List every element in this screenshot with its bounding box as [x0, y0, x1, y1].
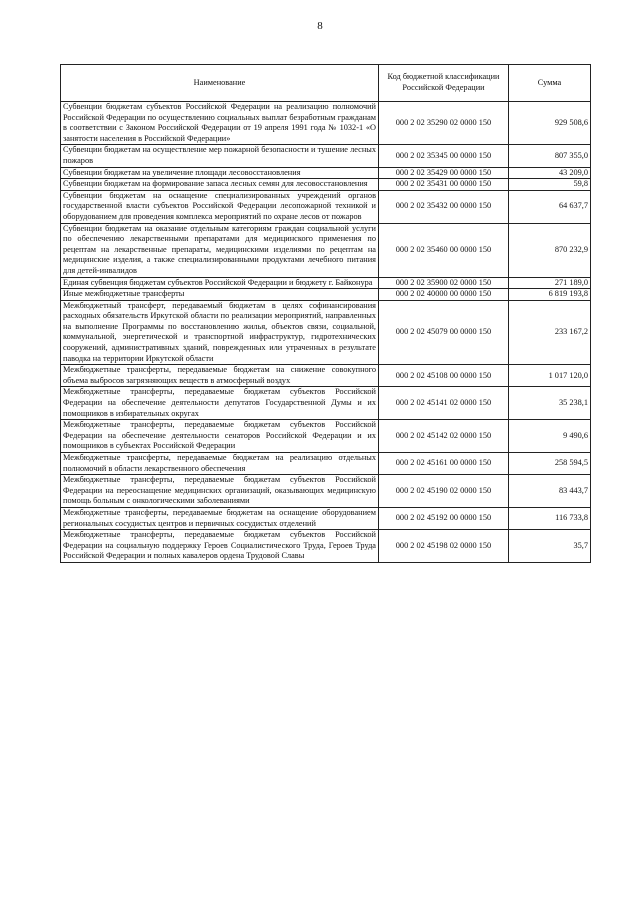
row-sum: 271 189,0 [509, 277, 591, 289]
row-code: 000 2 02 35432 00 0000 150 [379, 190, 509, 223]
row-code: 000 2 02 35900 02 0000 150 [379, 277, 509, 289]
row-code: 000 2 02 35431 00 0000 150 [379, 179, 509, 191]
table-row [61, 365, 591, 387]
budget-table [60, 64, 591, 563]
row-name: Субвенции бюджетам на осуществление мер пожарной безопасности и тушение лесных пожаров [61, 145, 379, 167]
row-sum: 929 508,6 [509, 102, 591, 145]
row-sum: 83 443,7 [509, 475, 591, 508]
row-sum: 233 167,2 [509, 300, 591, 365]
table-row [61, 475, 591, 508]
row-code: 000 2 02 45161 00 0000 150 [379, 453, 509, 475]
row-name: Межбюджетные трансферты, передаваемые бюджетам субъектов Российской Федерации на обеспечение деятельности сенаторов Российской Федерации и их помощников в субъектах Российской Федерации [61, 420, 379, 453]
row-name: Субвенции бюджетам на оказание отдельным категориям граждан социальной услуги по обеспечению лекарственными препаратами для медицинского применения по рецептам на лекарственные препараты, медицинскими изделиями по рецептам на медицинские изделия, а также специализированными продуктами лечебного питания для детей-инвалидов [61, 223, 379, 277]
table-row [61, 530, 591, 563]
row-sum: 1 017 120,0 [509, 365, 591, 387]
row-name: Межбюджетные трансферты, передаваемые бюджетам субъектов Российской Федерации на социальную поддержку Героев Социалистического Труда, Героев Труда Российской Федерации и полных кавалеров ордена Трудовой Славы [61, 530, 379, 563]
row-sum: 807 355,0 [509, 145, 591, 167]
table-row [61, 300, 591, 365]
header-sum: Сумма [509, 65, 591, 102]
table-row [61, 102, 591, 145]
row-name: Межбюджетные трансферты, передаваемые бюджетам на снижение совокупного объема выбросов загрязняющих веществ в атмосферный воздух [61, 365, 379, 387]
table-row [61, 387, 591, 420]
table-row [61, 167, 591, 179]
row-sum: 9 490,6 [509, 420, 591, 453]
header-name: Наименование [61, 65, 379, 102]
row-sum: 43 209,0 [509, 167, 591, 179]
row-code: 000 2 02 45142 02 0000 150 [379, 420, 509, 453]
table-row [61, 179, 591, 191]
table-row [61, 190, 591, 223]
row-code: 000 2 02 45079 00 0000 150 [379, 300, 509, 365]
row-sum: 258 594,5 [509, 453, 591, 475]
table-row [61, 145, 591, 167]
table-row [61, 277, 591, 289]
row-name: Субвенции бюджетам на увеличение площади лесовосстановления [61, 167, 379, 179]
table-row [61, 289, 591, 301]
row-code: 000 2 02 45190 02 0000 150 [379, 475, 509, 508]
row-sum: 116 733,8 [509, 507, 591, 529]
row-name: Межбюджетные трансферты, передаваемые бюджетам субъектов Российской Федерации на переоснащение медицинских организаций, оказывающих медицинскую помощь больным с онкологическими заболеваниями [61, 475, 379, 508]
row-code: 000 2 02 45198 02 0000 150 [379, 530, 509, 563]
table-row [61, 507, 591, 529]
row-sum: 59,8 [509, 179, 591, 191]
row-name: Единая субвенция бюджетам субъектов Российской Федерации и бюджету г. Байконура [61, 277, 379, 289]
row-name: Межбюджетные трансферты, передаваемые бюджетам субъектов Российской Федерации на обеспечение деятельности депутатов Государственной Думы и их помощников в избирательных округах [61, 387, 379, 420]
row-code: 000 2 02 45141 02 0000 150 [379, 387, 509, 420]
row-code: 000 2 02 35429 00 0000 150 [379, 167, 509, 179]
row-code: 000 2 02 35290 02 0000 150 [379, 102, 509, 145]
row-sum: 870 232,9 [509, 223, 591, 277]
row-name: Межбюджетные трансферты, передаваемые бюджетам на реализацию отдельных полномочий в области лекарственного обеспечения [61, 453, 379, 475]
row-sum: 35 238,1 [509, 387, 591, 420]
row-code: 000 2 02 35460 00 0000 150 [379, 223, 509, 277]
row-name: Межбюджетные трансферты, передаваемые бюджетам на оснащение оборудованием региональных сосудистых центров и первичных сосудистых отделений [61, 507, 379, 529]
row-sum: 64 637,7 [509, 190, 591, 223]
row-code: 000 2 02 45108 00 0000 150 [379, 365, 509, 387]
row-name: Межбюджетный трансферт, передаваемый бюджетам в целях софинансирования расходных обязательств Иркутской области по реализации мероприятий, направленных на выполнение Программы по восстановлению жилья, объектов связи, социальной, коммунальной, энергетической и транспортной инфраструктур, гидротехнических сооружений, административных зданий, поврежденных или утраченных в результате паводка на территории Иркутской области [61, 300, 379, 365]
row-name: Субвенции бюджетам на оснащение специализированных учреждений органов государственной власти субъектов Российской Федерации лесопожарной техникой и оборудованием для проведения комплекса мероприятий по охране лесов от пожаров [61, 190, 379, 223]
row-code: 000 2 02 35345 00 0000 150 [379, 145, 509, 167]
row-code: 000 2 02 40000 00 0000 150 [379, 289, 509, 301]
row-name: Субвенции бюджетам субъектов Российской Федерации на реализацию полномочий Российской Федерации по осуществлению социальных выплат безработным гражданам в соответствии с Законом Российской Федерации от 19 апреля 1991 года № 1032-1 «О занятости населения в Российской Федерации» [61, 102, 379, 145]
table-header-row [61, 65, 591, 102]
row-name: Субвенции бюджетам на формирование запаса лесных семян для лесовосстановления [61, 179, 379, 191]
table-row [61, 453, 591, 475]
row-code: 000 2 02 45192 00 0000 150 [379, 507, 509, 529]
row-name: Иные межбюджетные трансферты [61, 289, 379, 301]
row-sum: 6 819 193,8 [509, 289, 591, 301]
row-sum: 35,7 [509, 530, 591, 563]
header-code: Код бюджетной классификации Российской Федерации [379, 65, 509, 102]
table-row [61, 223, 591, 277]
table-row [61, 420, 591, 453]
page-number: 8 [317, 20, 323, 32]
